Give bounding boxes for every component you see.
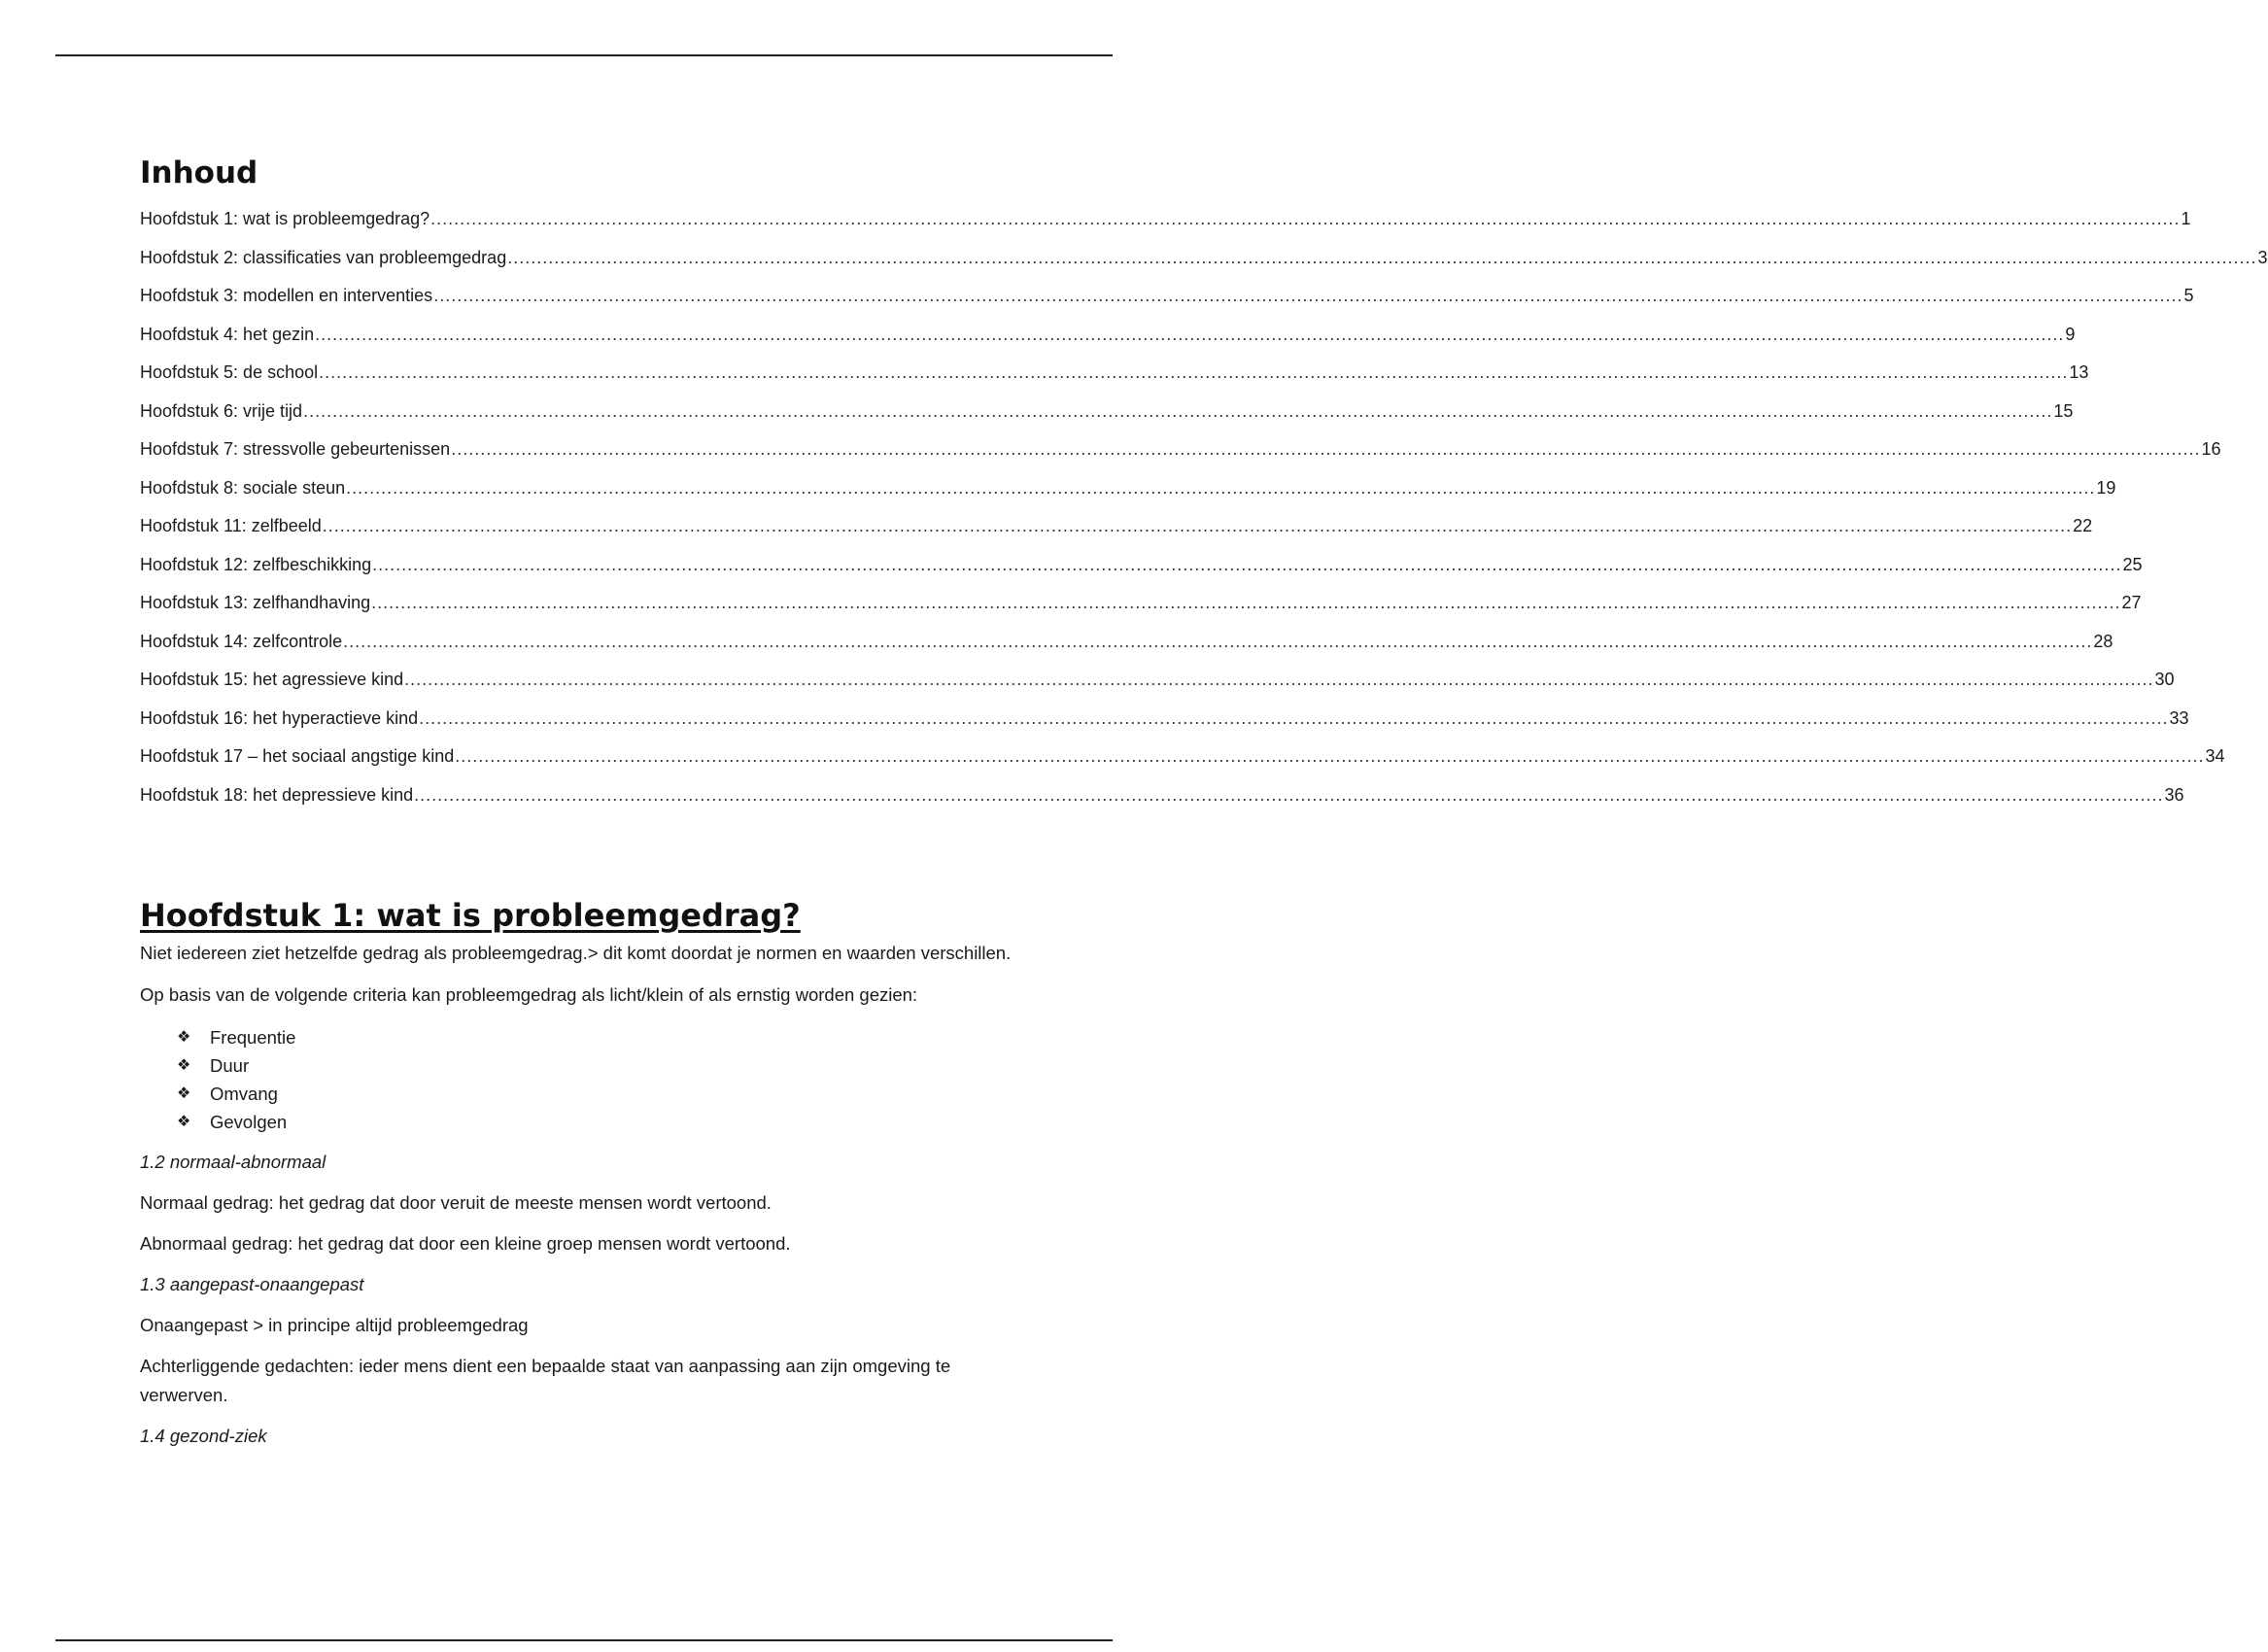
toc-entry-label[interactable]: Hoofdstuk 15: het agressieve kind [140,670,404,689]
toc-entry-label[interactable]: Hoofdstuk 13: zelfhandhaving [140,593,371,612]
toc-entry[interactable] [140,584,2142,623]
criteria-list [140,1023,1030,1136]
criteria-intro: Op basis van de volgende criteria kan probleemgedrag als licht/klein of als ernstig worden gezien: [140,984,918,1005]
toc-list [140,200,2268,814]
toc-leader: ............................................................................................................................................................................................................................................................................................................ [322,516,2073,535]
list-item [177,1108,1030,1136]
toc-entry[interactable] [140,623,2113,662]
toc-entry-label[interactable]: Hoofdstuk 5: de school [140,362,319,382]
diamond-bullet-icon: ❖ [177,1057,191,1074]
toc-entry-label[interactable]: Hoofdstuk 8: sociale steun [140,477,346,498]
toc-entry[interactable] [140,316,2076,355]
toc-entry[interactable] [140,469,2116,508]
toc-entry-page: 19 [2096,477,2116,498]
toc-entry-page: 34 [2205,746,2225,766]
toc-entry-label[interactable]: Hoofdstuk 17 – het sociaal angstige kind [140,746,455,766]
paragraph-normaal: Normaal gedrag: het gedrag dat door veruit de meeste mensen wordt vertoond. [140,1192,772,1213]
list-item-text: Omvang [210,1084,278,1104]
toc-entry[interactable] [140,277,2194,316]
toc-entry[interactable] [140,430,2221,469]
toc-leader: ............................................................................................................................................................................................................................................................................................................ [303,400,2053,421]
toc-entry-label[interactable]: Hoofdstuk 11: zelfbeeld [140,516,322,535]
toc-entry-page: 1 [2181,209,2191,228]
toc-leader: ............................................................................................................................................................................................................................................................................................................ [430,209,2181,228]
diamond-bullet-icon: ❖ [177,1114,191,1130]
toc-leader: ............................................................................................................................................................................................................................................................................................................ [433,286,2183,305]
toc-entry-page: 33 [2169,707,2189,728]
toc-entry-page: 13 [2069,362,2089,382]
toc-entry-page: 5 [2183,286,2194,305]
toc-entry-page: 16 [2201,439,2221,459]
toc-entry-label[interactable]: Hoofdstuk 3: modellen en interventies [140,286,433,305]
toc-entry[interactable] [140,507,2093,546]
section-heading-1-4: 1.4 gezond-ziek [140,1426,267,1446]
toc-entry[interactable] [140,393,2074,431]
toc-entry-page: 9 [2065,324,2076,344]
toc-leader: ............................................................................................................................................................................................................................................................................................................ [319,362,2069,382]
paragraph-onaangepast: Onaangepast > in principe altijd probleemgedrag [140,1315,529,1335]
toc-leader: ............................................................................................................................................................................................................................................................................................................ [507,247,2257,267]
toc-entry-label[interactable]: Hoofdstuk 4: het gezin [140,324,315,344]
chapter-title: Hoofdstuk 1: wat is probleemgedrag? [140,897,801,934]
toc-entry-label[interactable]: Hoofdstuk 1: wat is probleemgedrag? [140,209,430,228]
toc-leader: ............................................................................................................................................................................................................................................................................................................ [372,554,2122,574]
toc-entry[interactable] [140,354,2089,393]
toc-leader: ............................................................................................................................................................................................................................................................................................................ [455,746,2205,766]
toc-entry-label[interactable]: Hoofdstuk 14: zelfcontrole [140,631,343,651]
toc-leader: ............................................................................................................................................................................................................................................................................................................ [346,477,2096,498]
list-item-text: Duur [210,1055,250,1076]
toc-entry-page: 15 [2053,400,2074,421]
toc-entry-label[interactable]: Hoofdstuk 6: vrije tijd [140,400,303,421]
toc-leader: ............................................................................................................................................................................................................................................................................................................ [315,324,2065,344]
toc-entry-label[interactable]: Hoofdstuk 7: stressvolle gebeurtenissen [140,439,451,459]
list-item [177,1080,1030,1108]
header-rule [55,54,1113,56]
toc-entry-page: 22 [2073,516,2093,535]
toc-entry[interactable] [140,700,2189,739]
toc-leader: ............................................................................................................................................................................................................................................................................................................ [414,784,2164,805]
diamond-bullet-icon: ❖ [177,1085,191,1102]
toc-entry[interactable] [140,661,2175,700]
toc-entry-label[interactable]: Hoofdstuk 18: het depressieve kind [140,784,414,805]
toc-entry-page: 25 [2122,554,2143,574]
toc-leader: ............................................................................................................................................................................................................................................................................................................ [451,439,2201,459]
toc-leader: ............................................................................................................................................................................................................................................................................................................ [343,631,2093,651]
document-page [140,154,2268,1451]
toc-entry[interactable] [140,200,2191,239]
toc-entry-page: 28 [2093,631,2113,651]
toc-entry[interactable] [140,738,2225,776]
toc-entry[interactable] [140,776,2184,815]
toc-entry[interactable] [140,239,2268,278]
diamond-bullet-icon: ❖ [177,1029,191,1046]
list-item [177,1051,1030,1080]
list-item-text: Gevolgen [210,1112,288,1132]
section-heading-1-2: 1.2 normaal-abnormaal [140,1152,326,1172]
toc-entry-page: 30 [2154,670,2175,689]
footer-rule [55,1639,1113,1641]
toc-entry-label[interactable]: Hoofdstuk 12: zelfbeschikking [140,554,372,574]
toc-leader: ............................................................................................................................................................................................................................................................................................................ [404,670,2154,689]
toc-title: Inhoud [140,155,258,190]
list-item-text: Frequentie [210,1027,296,1048]
toc-entry-label[interactable]: Hoofdstuk 16: het hyperactieve kind [140,707,419,728]
toc-leader: ............................................................................................................................................................................................................................................................................................................ [419,707,2169,728]
toc-entry-label[interactable]: Hoofdstuk 2: classificaties van probleemgedrag [140,247,507,267]
chapter-intro: Niet iedereen ziet hetzelfde gedrag als probleemgedrag.> dit komt doordat je normen en waarden verschillen. [140,943,1012,963]
list-item [177,1023,1030,1051]
paragraph-abnormaal: Abnormaal gedrag: het gedrag dat door een kleine groep mensen wordt vertoond. [140,1233,791,1254]
toc-entry-page: 3 [2257,247,2268,267]
toc-entry-page: 36 [2164,784,2184,805]
paragraph-achterliggend: Achterliggende gedachten: ieder mens dient een bepaalde staat van aanpassing aan zijn omgeving te verwerven. [140,1356,951,1405]
section-heading-1-3: 1.3 aangepast-onaangepast [140,1274,364,1294]
toc-entry-page: 27 [2121,593,2142,612]
toc-entry[interactable] [140,546,2143,585]
toc-leader: ............................................................................................................................................................................................................................................................................................................ [371,593,2121,612]
